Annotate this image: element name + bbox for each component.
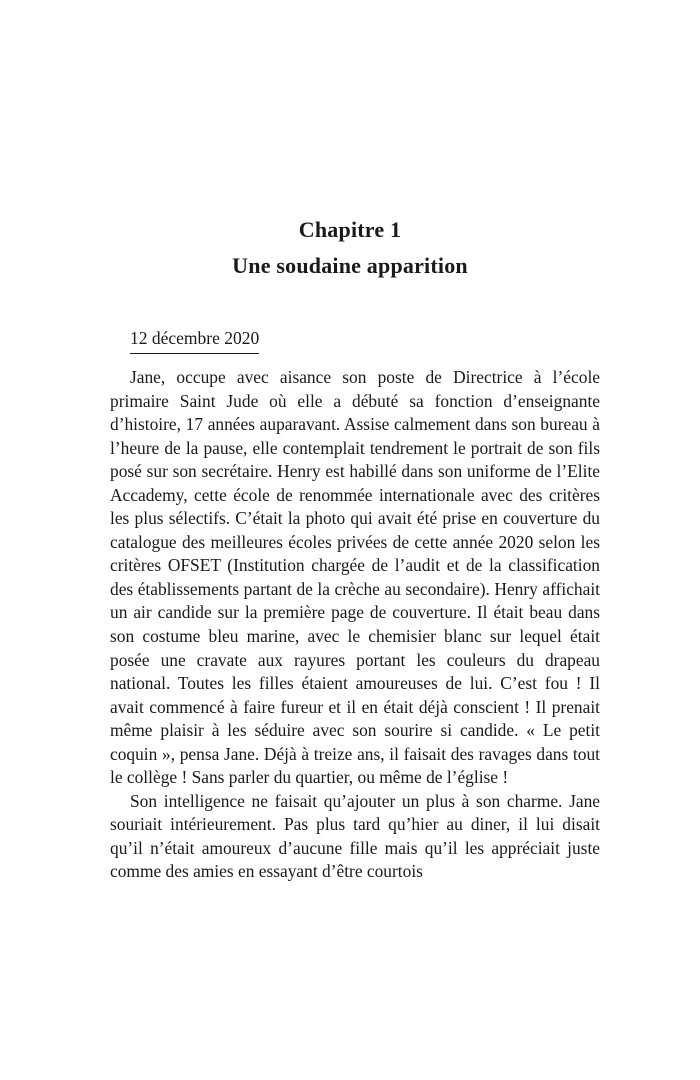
paragraph: Son intelligence ne faisait qu’ajouter un plus à son charme. Jane souriait intérieurement. Pas plus tard qu’hier au diner, il lui disait qu’il n’était amoureux d’aucune fille mais qu’il les appréciait juste comme des amies en essayant d’être courtois [110,790,600,882]
chapter-date: 12 décembre 2020 [130,325,259,354]
paragraph: Jane, occupe avec aisance son poste de Directrice à l’école primaire Saint Jude où elle a débuté sa fonction d’enseignante d’histoire, 17 années auparavant. Assise calmement dans son bureau à l’heure de la pause, elle contemplait tendrement le portrait de son fils posé sur son secrétaire. Henry est habillé dans son uniforme de l’Elite Accademy, cette école de renommée internationale avec des critères les plus sélectifs. C’était la photo qui avait été prise en couverture du catalogue des meilleures écoles privées de cette année 2020 selon les critères OFSET (Institution chargée de l’audit et de la classification des établissements partant de la crèche au secondaire). Henry affichait un air candide sur la première page de couverture. Il était beau dans son costume bleu marine, avec le chemisier blanc sur lequel était posée une cravate aux rayures portant les couleurs du drapeau national. Toutes les filles étaient amoureuses de lui. C’est fou ! Il avait commencé à faire fureur et il en était déjà conscient ! Il prenait même plaisir à les séduire avec son sourire si candide. « Le petit coquin », pensa Jane. Déjà à treize ans, il faisait des ravages dans tout le collège ! Sans parler du quartier, ou même de l’église ! [110,367,600,788]
body-text [110,366,600,884]
chapter-heading [0,212,700,284]
chapter-title: Une soudaine apparition [232,253,468,278]
chapter-number: Chapitre 1 [298,217,402,242]
